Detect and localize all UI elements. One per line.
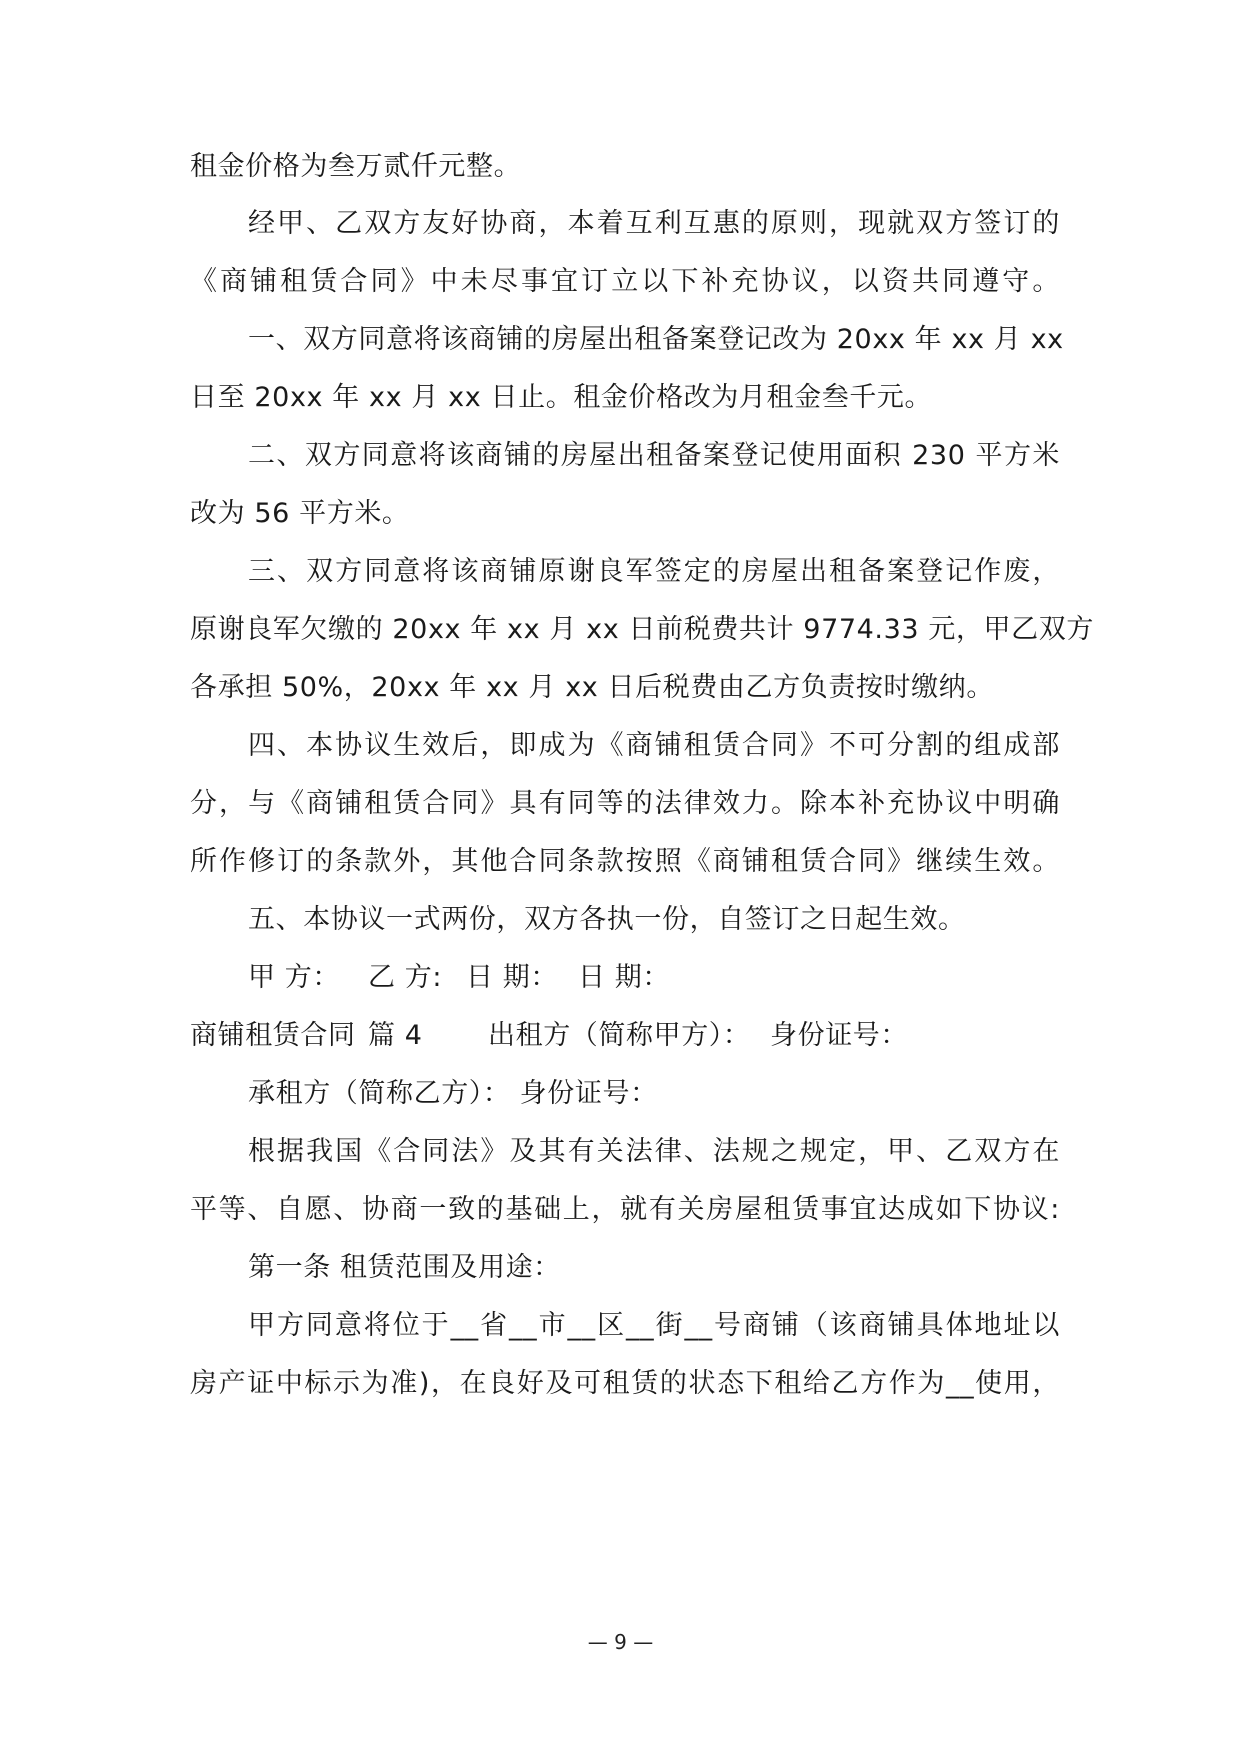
paragraph-line: 四、本协议生效后，即成为《商铺租赁合同》不可分割的组成部: [248, 730, 1060, 761]
paragraph-line: 分，与《商铺租赁合同》具有同等的法律效力。除本补充协议中明确: [190, 788, 1060, 819]
signature-line: [248, 961, 1060, 995]
paragraph-line: 三、双方同意将该商铺原谢良军签定的房屋出租备案登记作废，: [248, 556, 1060, 587]
paragraph-line: 甲方同意将位于__省__市__区__街__号商铺（该商铺具体地址以: [248, 1310, 1060, 1341]
party-b-label: 乙 方:: [368, 962, 443, 993]
date-label: 日 期：: [578, 962, 670, 993]
paragraph-line: 承租方（简称乙方）： 身份证号：: [248, 1078, 658, 1109]
party-a-label: 甲 方：: [248, 962, 340, 993]
contract-number: 篇 4: [368, 1020, 423, 1051]
date-label: 日 期：: [466, 962, 558, 993]
lessor-id-label: 身份证号：: [770, 1020, 908, 1051]
paragraph-line: 改为 56 平方米。: [190, 498, 410, 529]
paragraph-line: 一、双方同意将该商铺的房屋出租备案登记改为 20xx 年 xx 月 xx: [248, 324, 1064, 355]
paragraph-line: 根据我国《合同法》及其有关法律、法规之规定，甲、乙双方在: [248, 1136, 1060, 1167]
paragraph-line: 五、本协议一式两份，双方各执一份，自签订之日起生效。: [248, 904, 966, 935]
paragraph-line: 所作修订的条款外，其他合同条款按照《商铺租赁合同》继续生效。: [190, 846, 1060, 877]
paragraph-line: 平等、自愿、协商一致的基础上，就有关房屋租赁事宜达成如下协议:: [190, 1194, 1060, 1225]
paragraph-line: 经甲、乙双方友好协商，本着互利互惠的原则，现就双方签订的: [248, 208, 1060, 239]
paragraph-line: 原谢良军欠缴的 20xx 年 xx 月 xx 日前税费共计 9774.33 元，甲乙双方: [190, 614, 1094, 645]
page-number: — 9 —: [587, 1630, 654, 1654]
section-heading: [190, 1019, 1060, 1053]
paragraph-line: 日至 20xx 年 xx 月 xx 日止。租金价格改为月租金叁千元。: [190, 382, 933, 413]
paragraph-line: 《商铺租赁合同》中未尽事宜订立以下补充协议，以资共同遵守。: [190, 266, 1060, 297]
paragraph-line: 二、双方同意将该商铺的房屋出租备案登记使用面积 230 平方米: [248, 440, 1060, 471]
paragraph-line: 各承担 50%，20xx 年 xx 月 xx 日后税费由乙方负责按时缴纳。: [190, 672, 994, 703]
article-heading: 第一条 租赁范围及用途：: [248, 1252, 561, 1283]
lessor-label: 出租方（简称甲方）：: [488, 1020, 751, 1051]
paragraph-line: 租金价格为叁万贰仟元整。: [190, 151, 522, 182]
paragraph-line: 房产证中标示为准)，在良好及可租赁的状态下租给乙方作为__使用，: [190, 1368, 1060, 1399]
contract-title: 商铺租赁合同: [190, 1020, 356, 1051]
